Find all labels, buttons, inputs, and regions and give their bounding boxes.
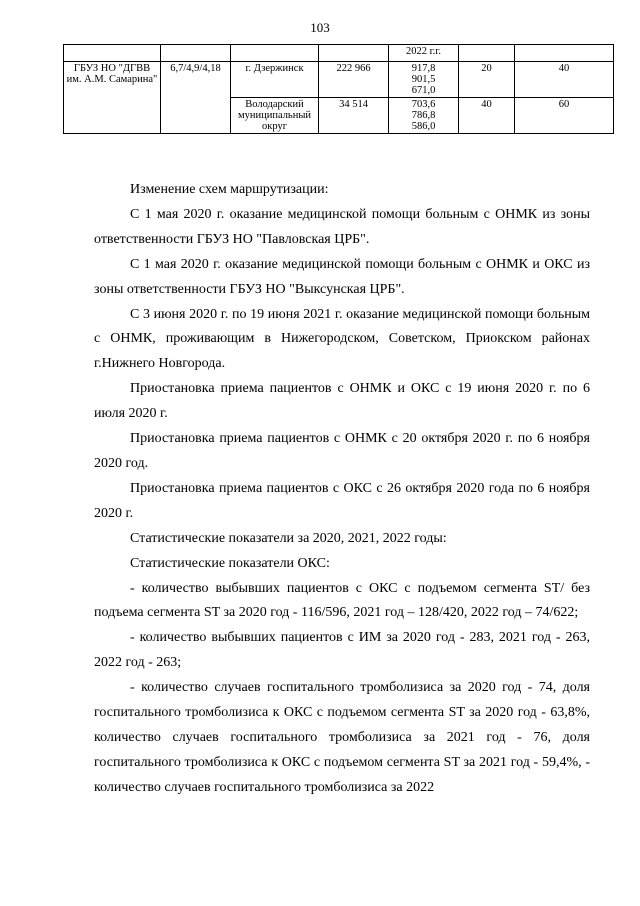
value-line: 671,0: [411, 85, 436, 96]
body-text: [94, 178, 590, 801]
population-cell: 222 966: [319, 62, 389, 98]
paragraph: Статистические показатели ОКС:: [130, 555, 330, 571]
table-cell: [459, 45, 515, 62]
table-row: [64, 62, 614, 98]
col7-cell: 40: [515, 62, 614, 98]
paragraph: - количество случаев госпитального тромболизиса за 2020 год - 74, доля госпитального тромболизиса к ОКС с подъемом сегмента ST за 2020 год - 63,8%, количество случаев госпитального тромболизиса за 2021 год - 76, доля госпитального тромболизиса к ОКС с подъемом сегмента ST за 2021 год - 59,4%, - количество случаев госпитального тромболизиса за 2022: [94, 680, 590, 795]
table-header-row: [64, 45, 614, 62]
col6-cell: 40: [459, 98, 515, 134]
area-cell: г. Дзержинск: [231, 62, 319, 98]
paragraph: - количество выбывших пациентов с ИМ за 2020 год - 283, 2021 год - 263, 2022 год - 263;: [94, 630, 590, 671]
paragraph: С 3 июня 2020 г. по 19 июня 2021 г. оказание медицинской помощи больным с ОНМК, проживающим в Нижегородском, Советском, Приокском районах г.Нижнего Новгорода.: [94, 306, 590, 372]
value-line: 703,6: [411, 99, 436, 110]
data-table: [63, 44, 614, 134]
table-cell: [515, 45, 614, 62]
table-cell: [319, 45, 389, 62]
paragraph: Приостановка приема пациентов с ОКС с 26 октября 2020 года по 6 ноября 2020 г.: [94, 480, 590, 521]
paragraph: Приостановка приема пациентов с ОНМК и ОКС с 19 июня 2020 г. по 6 июля 2020 г.: [94, 381, 590, 422]
paragraph: С 1 мая 2020 г. оказание медицинской помощи больным с ОНМК из зоны ответственности ГБУЗ НО "Павловская ЦРБ".: [94, 206, 590, 247]
value-line: 901,5: [411, 74, 436, 85]
paragraph: Приостановка приема пациентов с ОНМК с 20 октября 2020 г. по 6 ноября 2020 год.: [94, 431, 590, 471]
paragraph: С 1 мая 2020 г. оказание медицинской помощи больным с ОНМК и ОКС из зоны ответственности ГБУЗ НО "Выксунская ЦРБ".: [94, 256, 590, 297]
codes-cell: 6,7/4,9/4,18: [161, 62, 231, 134]
paragraph: - количество выбывших пациентов с ОКС с подъемом сегмента ST/ без подъема сегмента ST за 2020 год - 116/596, 2021 год – 128/420, 2022 год – 74/622;: [94, 580, 590, 621]
col7-cell: 60: [515, 98, 614, 134]
table-cell: [161, 45, 231, 62]
values-cell: [389, 98, 459, 134]
paragraph: Изменение схем маршрутизации:: [130, 182, 329, 197]
table-cell: 2022 г.г.: [389, 45, 459, 62]
paragraph: Статистические показатели за 2020, 2021, 2022 годы:: [130, 530, 447, 546]
page-number: 103: [310, 20, 330, 35]
population-cell: 34 514: [319, 98, 389, 134]
col6-cell: 20: [459, 62, 515, 98]
table-cell: [64, 45, 161, 62]
value-line: 586,0: [411, 121, 436, 132]
institution-cell: ГБУЗ НО "ДГВВ им. А.М. Самарина": [64, 62, 161, 134]
value-line: 786,8: [411, 110, 436, 121]
values-cell: [389, 62, 459, 98]
area-cell: Володарский муниципальный округ: [231, 98, 319, 134]
value-line: 917,8: [411, 63, 436, 74]
table-cell: [231, 45, 319, 62]
